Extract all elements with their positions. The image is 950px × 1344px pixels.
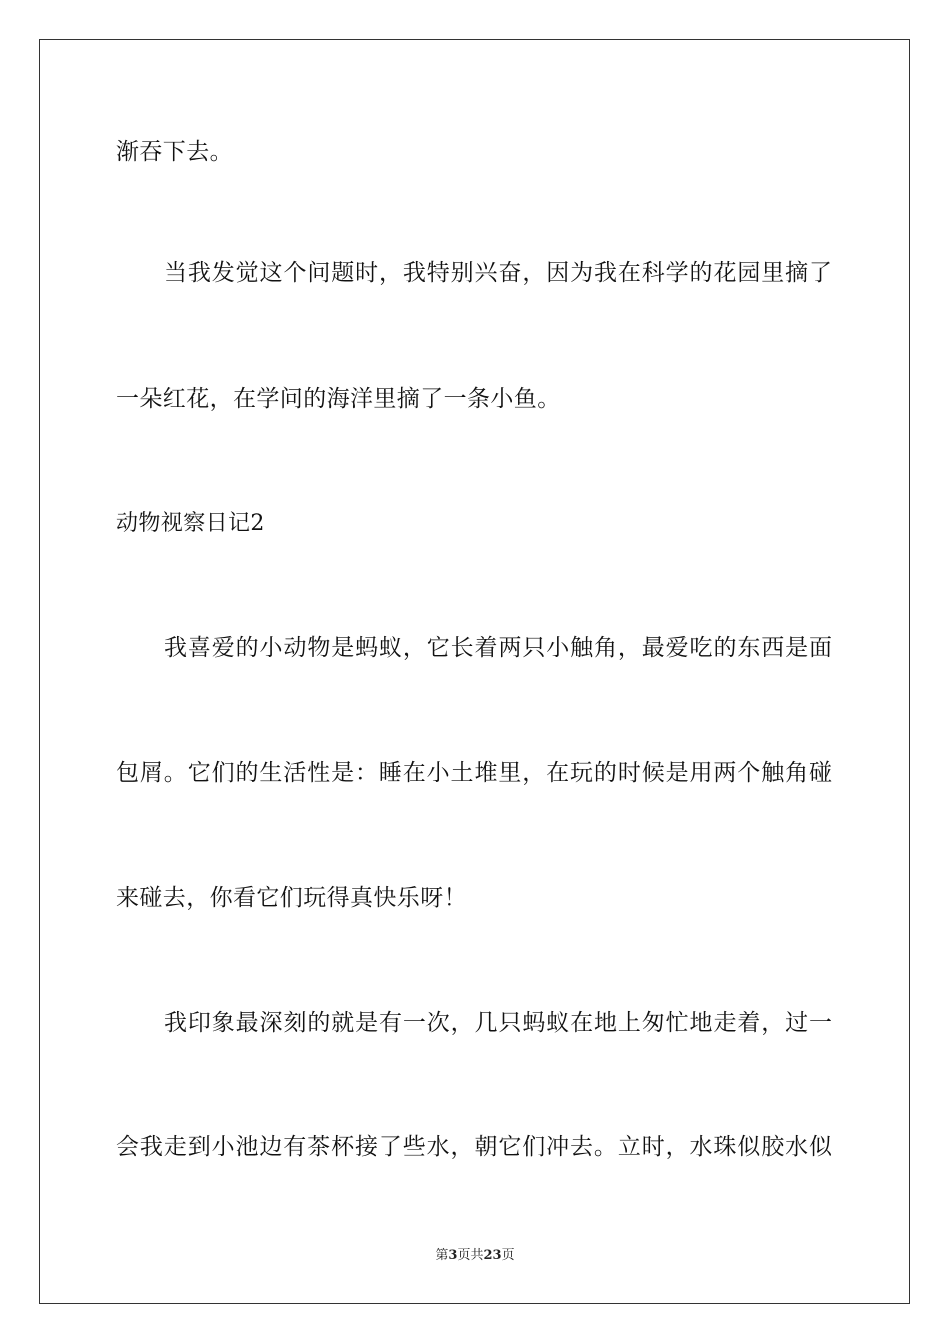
footer-page-total: 23 — [483, 1248, 502, 1263]
footer-total-suffix: 页 — [501, 1248, 515, 1263]
paragraph-2-line-1: 我喜爱的小动物是蚂蚁，它长着两只小触角，最爱吃的东西是面 — [164, 635, 832, 661]
footer-page-suffix: 页 — [457, 1248, 471, 1263]
paragraph-3-line-2: 会我走到小池边有茶杯接了些水，朝它们冲去。立时，水珠似胶水似 — [116, 1134, 832, 1160]
paragraph-3-line-1: 我印象最深刻的就是有一次，几只蚂蚁在地上匆忙地走着，过一 — [164, 1010, 832, 1036]
paragraph-1-line-2: 一朵红花，在学问的海洋里摘了一条小鱼。 — [116, 386, 561, 412]
paragraph-1-line-1: 当我发觉这个问题时，我特别兴奋，因为我在科学的花园里摘了 — [164, 260, 832, 286]
section-heading: 动物视察日记2 — [116, 511, 265, 536]
footer-page-prefix: 第 — [435, 1248, 449, 1263]
paragraph-2-line-3: 来碰去，你看它们玩得真快乐呀！ — [116, 885, 467, 911]
paragraph-2-line-2: 包屑。它们的生活性是：睡在小土堆里，在玩的时候是用两个触角碰 — [116, 760, 832, 786]
page-footer — [0, 1248, 950, 1264]
text-line-continuation: 渐吞下去。 — [116, 139, 233, 165]
footer-page-current: 3 — [448, 1248, 458, 1263]
footer-total-prefix: 共 — [470, 1248, 484, 1263]
page-frame — [39, 39, 910, 1304]
